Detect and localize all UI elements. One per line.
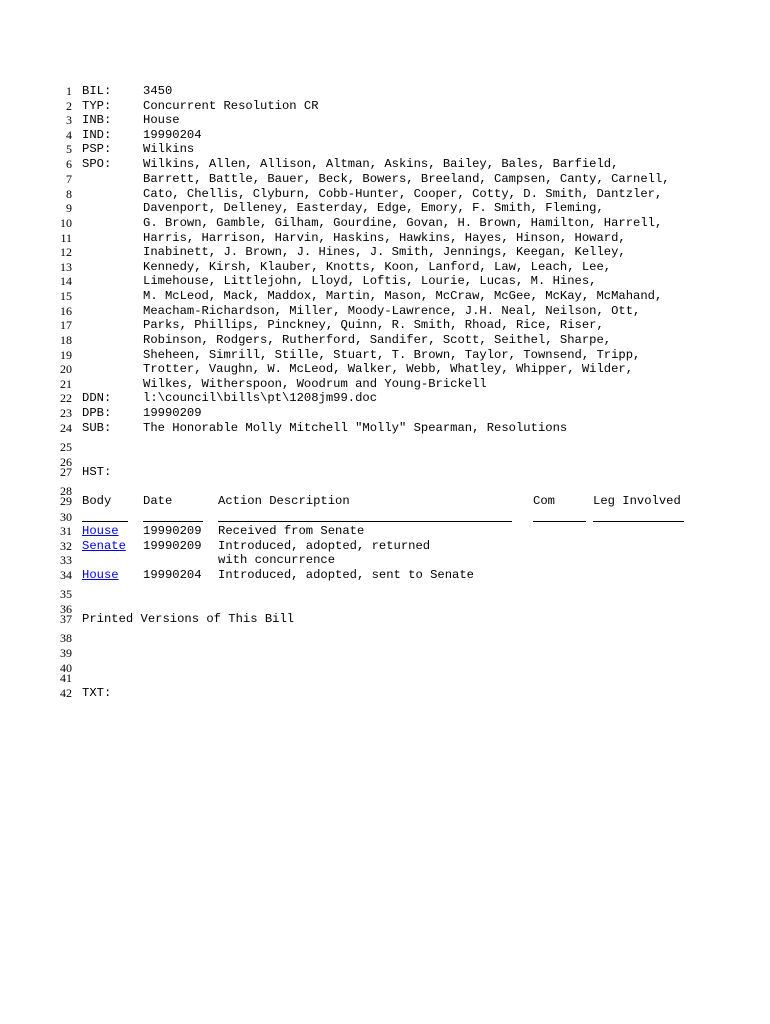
header-underline: [82, 521, 128, 522]
header-underline: [593, 521, 684, 522]
history-header-body: Body: [82, 494, 112, 508]
printed-versions-heading: Printed Versions of This Bill: [82, 612, 295, 626]
line-number: 6: [66, 157, 72, 171]
line-number: 21: [60, 377, 72, 391]
line-number: 24: [60, 421, 72, 435]
typ-value: Concurrent Resolution CR: [143, 99, 319, 113]
line-number: 25: [60, 440, 72, 454]
line-number: 27: [60, 465, 72, 479]
sponsor-line: Trotter, Vaughn, W. McLeod, Walker, Webb, Whatley, Whipper, Wilder,: [143, 362, 634, 376]
sponsor-line: Barrett, Battle, Bauer, Beck, Bowers, Breeland, Campsen, Canty, Carnell,: [143, 172, 670, 186]
line-number: 37: [60, 612, 72, 626]
sponsor-line: G. Brown, Gamble, Gilham, Gourdine, Govan, H. Brown, Hamilton, Harrell,: [143, 216, 663, 230]
history-date: 19990209: [143, 539, 202, 553]
line-number: 20: [60, 362, 72, 376]
history-header-date: Date: [143, 494, 173, 508]
line-number: 33: [60, 553, 72, 567]
line-number: 4: [66, 128, 72, 142]
history-label: HST:: [82, 465, 112, 479]
sponsor-line: Inabinett, J. Brown, J. Hines, J. Smith, Jennings, Keegan, Kelley,: [143, 245, 626, 259]
line-number: 28: [60, 484, 72, 498]
sponsor-line: Kennedy, Kirsh, Klauber, Knotts, Koon, Lanford, Law, Leach, Lee,: [143, 260, 612, 274]
line-number: 17: [60, 318, 72, 332]
line-number: 30: [60, 510, 72, 524]
sponsor-line: Robinson, Rodgers, Rutherford, Sandifer, Scott, Seithel, Sharpe,: [143, 333, 612, 347]
ddn-value: l:\council\bills\pt\1208jm99.doc: [143, 391, 378, 405]
line-number: 8: [66, 187, 72, 201]
line-number: 1: [66, 84, 72, 98]
history-header-action: Action Description: [218, 494, 350, 508]
inb-label: INB:: [82, 113, 112, 127]
sponsor-line: Parks, Phillips, Pinckney, Quinn, R. Smith, Rhoad, Rice, Riser,: [143, 318, 604, 332]
ind-label: IND:: [82, 128, 112, 142]
line-number: 3: [66, 113, 72, 127]
sponsor-line: Cato, Chellis, Clyburn, Cobb-Hunter, Cooper, Cotty, D. Smith, Dantzler,: [143, 187, 663, 201]
history-date: 19990204: [143, 568, 202, 582]
dpb-value: 19990209: [143, 406, 202, 420]
sponsor-line: Limehouse, Littlejohn, Lloyd, Loftis, Lourie, Lucas, M. Hines,: [143, 274, 597, 288]
line-number: 11: [60, 231, 72, 245]
line-number: 29: [60, 494, 72, 508]
dpb-label: DPB:: [82, 406, 112, 420]
history-action: Introduced, adopted, sent to Senate: [218, 568, 474, 582]
typ-label: TYP:: [82, 99, 112, 113]
history-action: Introduced, adopted, returned: [218, 539, 431, 553]
history-action-continued: with concurrence: [218, 553, 336, 567]
header-underline: [533, 521, 586, 522]
history-header-leg: Leg Involved: [593, 494, 681, 508]
bil-value: 3450: [143, 84, 173, 98]
sub-label: SUB:: [82, 421, 112, 435]
line-number: 18: [60, 333, 72, 347]
line-number: 15: [60, 289, 72, 303]
line-number: 10: [60, 216, 72, 230]
line-number: 41: [60, 671, 72, 685]
psp-label: PSP:: [82, 142, 112, 156]
sponsor-line: M. McLeod, Mack, Maddox, Martin, Mason, McCraw, McGee, McKay, McMahand,: [143, 289, 663, 303]
sponsor-line: Sheheen, Simrill, Stille, Stuart, T. Brown, Taylor, Townsend, Tripp,: [143, 348, 641, 362]
line-number: 23: [60, 406, 72, 420]
line-number: 40: [60, 661, 72, 675]
sponsor-line: Wilkins, Allen, Allison, Altman, Askins, Bailey, Bales, Barfield,: [143, 157, 619, 171]
line-number: 19: [60, 348, 72, 362]
line-number: 16: [60, 304, 72, 318]
history-date: 19990209: [143, 524, 202, 538]
line-number: 2: [66, 99, 72, 113]
line-number: 9: [66, 201, 72, 215]
line-number: 34: [60, 568, 72, 582]
spo-label: SPO:: [82, 157, 112, 171]
header-underline: [143, 521, 203, 522]
ind-value: 19990204: [143, 128, 202, 142]
sub-value: The Honorable Molly Mitchell "Molly" Spearman, Resolutions: [143, 421, 568, 435]
line-number: 22: [60, 391, 72, 405]
bil-label: BIL:: [82, 84, 112, 98]
history-action: Received from Senate: [218, 524, 365, 538]
ddn-label: DDN:: [82, 391, 112, 405]
body-link-house[interactable]: House: [82, 568, 119, 582]
line-number: 42: [60, 686, 72, 700]
inb-value: House: [143, 113, 180, 127]
history-header-com: Com: [533, 494, 555, 508]
body-link-house[interactable]: House: [82, 524, 119, 538]
line-number: 5: [66, 142, 72, 156]
sponsor-line: Davenport, Delleney, Easterday, Edge, Emory, F. Smith, Fleming,: [143, 201, 604, 215]
sponsor-line: Wilkes, Witherspoon, Woodrum and Young-Brickell: [143, 377, 487, 391]
body-link-senate[interactable]: Senate: [82, 539, 126, 553]
sponsor-line: Harris, Harrison, Harvin, Haskins, Hawkins, Hayes, Hinson, Howard,: [143, 231, 626, 245]
line-number: 32: [60, 539, 72, 553]
line-number: 39: [60, 646, 72, 660]
line-number: 36: [60, 602, 72, 616]
header-underline: [218, 521, 512, 522]
line-number: 13: [60, 260, 72, 274]
line-number: 35: [60, 587, 72, 601]
sponsor-line: Meacham-Richardson, Miller, Moody-Lawrence, J.H. Neal, Neilson, Ott,: [143, 304, 641, 318]
txt-label: TXT:: [82, 686, 112, 700]
line-number: 38: [60, 631, 72, 645]
line-number: 7: [66, 172, 72, 186]
line-number: 31: [60, 524, 72, 538]
psp-value: Wilkins: [143, 142, 195, 156]
line-number: 12: [60, 245, 72, 259]
line-number: 26: [60, 455, 72, 469]
line-number: 14: [60, 274, 72, 288]
